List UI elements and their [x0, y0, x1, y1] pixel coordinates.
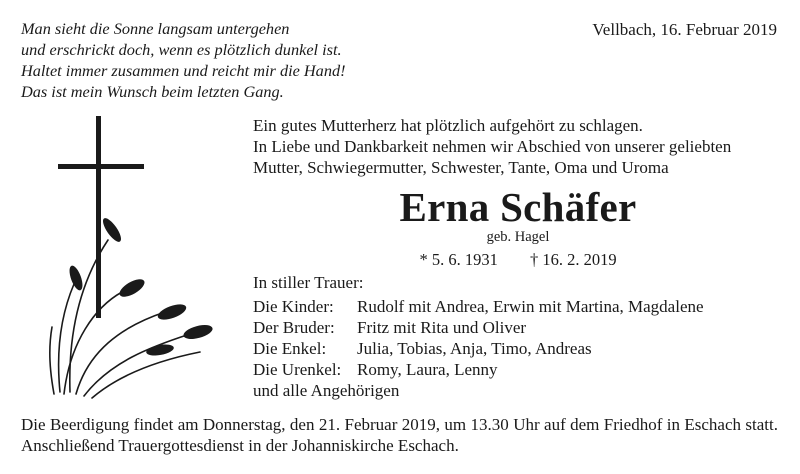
- mourner-names: Rudolf mit Andrea, Erwin mit Martina, Magdalene: [357, 297, 704, 316]
- mourner-names: Fritz mit Rita und Oliver: [357, 318, 527, 337]
- poem-line: Man sieht die Sonne langsam untergehen: [21, 19, 290, 38]
- poem-line: und erschrickt doch, wenn es plötzlich dunkel ist.: [21, 40, 342, 59]
- mourner-role: Die Kinder:: [253, 297, 334, 316]
- death-date: † 16. 2. 2019: [529, 250, 617, 269]
- poem-line: Das ist mein Wunsch beim letzten Gang.: [21, 82, 284, 101]
- announcement-line: In Liebe und Dankbarkeit nehmen wir Abschied von unserer geliebten: [253, 137, 732, 156]
- deceased-name: Erna Schäfer: [399, 184, 637, 230]
- mourners-list: [253, 296, 704, 380]
- mourner-role: Die Enkel:: [253, 339, 327, 358]
- life-dates: [253, 250, 783, 270]
- poem: [21, 18, 481, 102]
- mourner-names: Romy, Laura, Lenny: [357, 360, 498, 379]
- wheat-grain-icon: [67, 216, 214, 358]
- mourner-row: [253, 338, 704, 359]
- mourner-role: Der Bruder:: [253, 318, 335, 337]
- wheat-ears-icon: [50, 240, 200, 398]
- mourner-row: [253, 359, 704, 380]
- birth-date: * 5. 6. 1931: [419, 250, 498, 269]
- mourner-row: [253, 296, 704, 317]
- announcement-line: Ein gutes Mutterherz hat plötzlich aufgehört zu schlagen.: [253, 116, 643, 135]
- mourner-row: [253, 317, 704, 338]
- funeral-notice: Die Beerdigung findet am Donnerstag, den 21. Februar 2019, um 13.30 Uhr auf dem Friedhof in Eschach statt. Anschließend Trauergottesdienst in der Johanniskirche Eschach.: [21, 415, 778, 455]
- mourner-names: Julia, Tobias, Anja, Timo, Andreas: [357, 339, 592, 358]
- mourners-heading: In stiller Trauer:: [253, 273, 364, 292]
- mourner-role: Die Urenkel:: [253, 360, 342, 379]
- maiden-name: geb. Hagel: [486, 229, 550, 245]
- mourners-closing: und alle Angehörigen: [253, 381, 400, 400]
- poem-line: Haltet immer zusammen und reicht mir die Hand!: [21, 61, 346, 80]
- announcement-text: [253, 115, 783, 178]
- announcement-line: Mutter, Schwiegermutter, Schwester, Tante, Oma und Uroma: [253, 158, 669, 177]
- emblem: [40, 112, 230, 402]
- place-and-date: Vellbach, 16. Februar 2019: [592, 20, 777, 39]
